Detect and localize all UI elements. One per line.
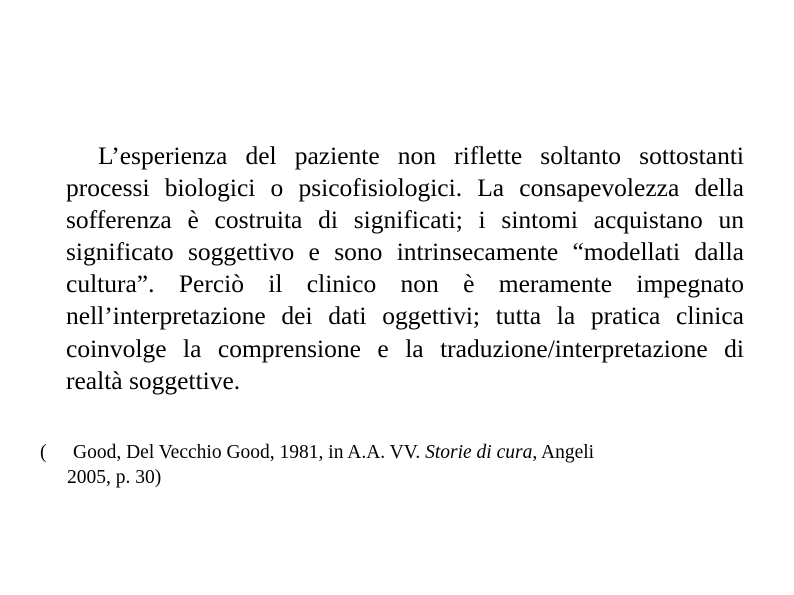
citation-authors: Good, Del Vecchio Good, 1981, in A.A. VV. bbox=[73, 442, 426, 463]
quote-paragraph: L’esperienza del paziente non riflette soltanto sottostanti processi biologici o psicofisiologici. La consapevolezza della sofferenza è costruita di significati; i sintomi acquistano un significato soggettivo e sono intrinsecamente “modellati dalla cultura”. Perciò il clinico non è meramente impegnato nell’interpretazione dei dati oggettivi; tutta la pratica clinica coinvolge la comprensione e la traduzione/interpretazione di realtà soggettive. bbox=[66, 141, 744, 395]
citation-open-paren: ( bbox=[40, 442, 47, 463]
citation-line-1 bbox=[67, 440, 750, 465]
citation-publisher: , Angeli bbox=[532, 442, 595, 463]
citation bbox=[40, 440, 750, 490]
citation-year-page: 2005, p. 30) bbox=[67, 467, 162, 488]
citation-book-title: Storie di cura bbox=[425, 442, 533, 463]
